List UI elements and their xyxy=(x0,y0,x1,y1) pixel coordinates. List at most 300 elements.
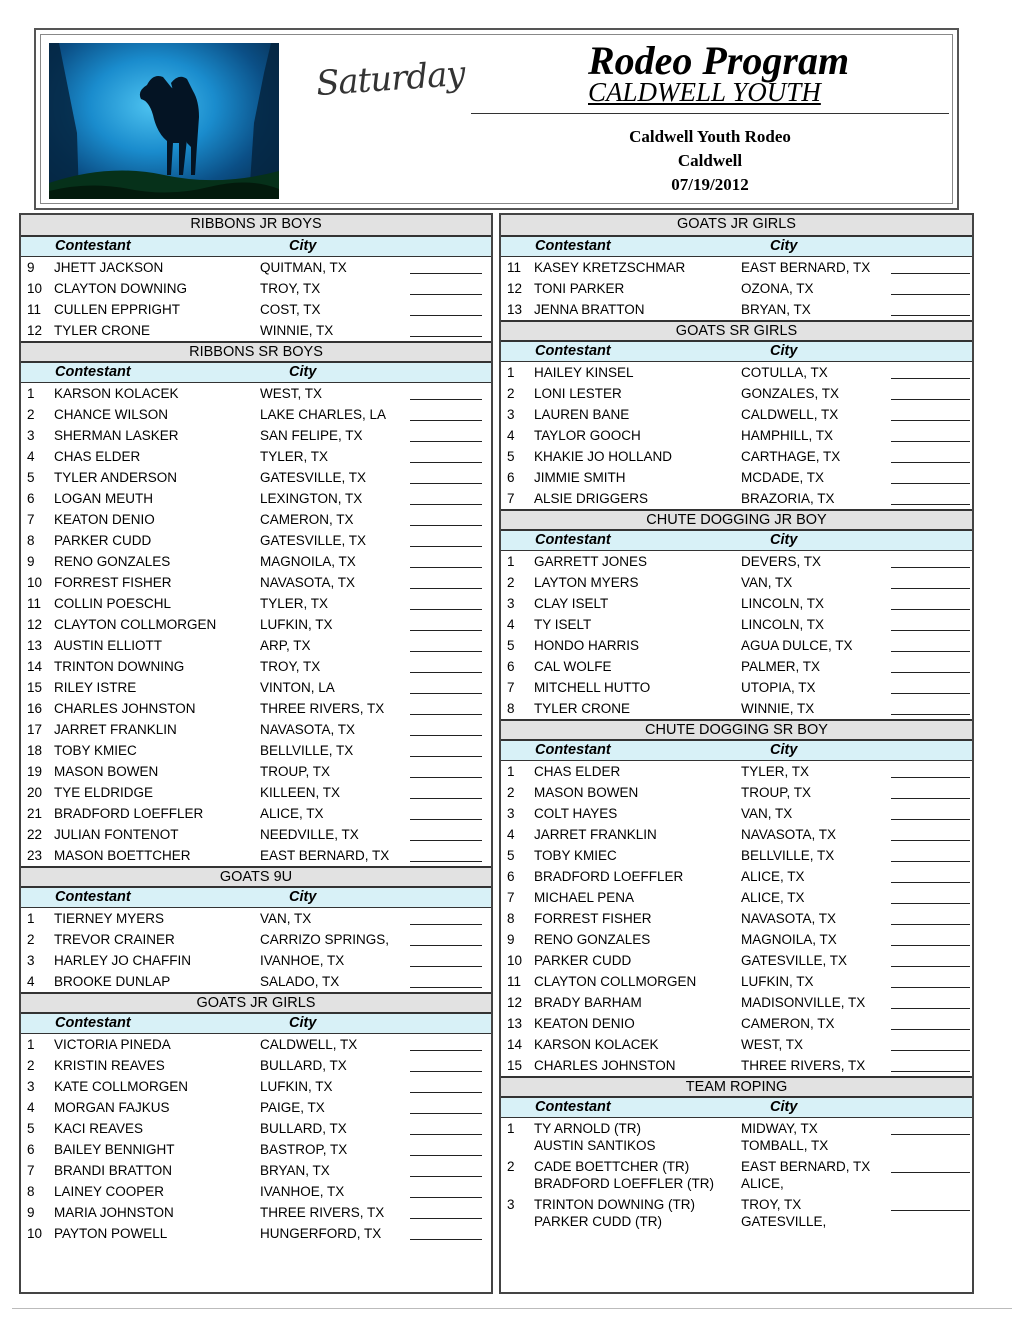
contestant-city: BELLVILLE, TX xyxy=(741,848,835,863)
contestant-name: HONDO HARRIS xyxy=(534,638,640,653)
score-blank-line xyxy=(410,672,482,673)
score-blank-line xyxy=(410,945,482,946)
score-blank-line xyxy=(410,1155,482,1156)
draw-number: 7 xyxy=(27,1163,35,1178)
contestant-name: BRADY BARHAM xyxy=(534,995,642,1010)
contestant-row xyxy=(501,257,972,278)
score-blank-line xyxy=(410,1071,482,1072)
contestant-header: Contestant xyxy=(55,364,131,380)
draw-number: 2 xyxy=(27,407,35,422)
contestant-row xyxy=(501,446,972,467)
draw-number: 5 xyxy=(507,638,515,653)
draw-number: 2 xyxy=(27,1058,35,1073)
score-blank-line xyxy=(410,609,482,610)
contestant-city: IVANHOE, TX xyxy=(260,1184,345,1199)
score-blank-line xyxy=(891,294,970,295)
draw-number: 11 xyxy=(27,596,42,611)
contestant-city: EAST BERNARD, TX xyxy=(260,848,390,863)
contestant-row xyxy=(21,593,491,614)
column-header-row xyxy=(21,237,491,257)
contestant-city: BASTROP, TX xyxy=(260,1142,348,1157)
contestant-name: CHAS ELDER xyxy=(534,764,621,779)
contestant-city: TYLER, TX xyxy=(260,596,329,611)
header-inner-frame xyxy=(40,34,953,204)
event-location: Caldwell xyxy=(677,151,743,170)
score-blank-line xyxy=(410,546,482,547)
contestant-name: CULLEN EPPRIGHT xyxy=(54,302,181,317)
contestant-row xyxy=(21,635,491,656)
contestant-city: LEXINGTON, TX xyxy=(260,491,363,506)
draw-number: 9 xyxy=(27,1205,35,1220)
contestant-row xyxy=(21,824,491,845)
contestant-header: Contestant xyxy=(535,1099,611,1115)
score-blank-line xyxy=(891,798,970,799)
score-blank-line xyxy=(410,462,482,463)
draw-number: 14 xyxy=(27,659,43,674)
contestant-name: JARRET FRANKLIN xyxy=(534,827,657,842)
score-blank-line xyxy=(410,525,482,526)
contestant-row xyxy=(501,992,972,1013)
draw-number: 23 xyxy=(27,848,43,863)
draw-number: 1 xyxy=(27,386,35,401)
contestant-name: TIERNEY MYERS xyxy=(54,911,165,926)
contestant-name: KATE COLLMORGEN xyxy=(54,1079,189,1094)
partner-name: PARKER CUDD (TR) xyxy=(534,1214,662,1229)
contestant-row xyxy=(21,803,491,824)
contestant-city: LUFKIN, TX xyxy=(260,617,333,632)
event-section xyxy=(501,320,972,509)
section-title: GOATS JR GIRLS xyxy=(501,215,972,237)
contestant-row xyxy=(21,467,491,488)
contestant-city: VAN, TX xyxy=(741,806,793,821)
draw-number: 4 xyxy=(27,449,35,464)
contestant-row xyxy=(21,845,491,866)
contestant-city: DEVERS, TX xyxy=(741,554,822,569)
contestant-city: TYLER, TX xyxy=(260,449,329,464)
city-header: City xyxy=(770,532,798,548)
contestant-city: COTULLA, TX xyxy=(741,365,828,380)
contestant-row xyxy=(21,383,491,404)
city-header: City xyxy=(770,343,798,359)
contestant-city: ALICE, TX xyxy=(741,890,805,905)
column-header-row xyxy=(21,1014,491,1034)
score-blank-line xyxy=(891,315,970,316)
contestant-row xyxy=(501,1013,972,1034)
contestant-row xyxy=(501,593,972,614)
contestant-city: GATESVILLE, TX xyxy=(260,533,367,548)
contestant-row xyxy=(501,1194,972,1232)
section-title: RIBBONS JR BOYS xyxy=(21,215,491,237)
score-blank-line xyxy=(891,693,970,694)
contestant-city: EAST BERNARD, TX xyxy=(741,260,871,275)
contestant-header: Contestant xyxy=(55,889,131,905)
score-blank-line xyxy=(891,819,970,820)
contestant-row xyxy=(21,278,491,299)
contestant-row xyxy=(21,698,491,719)
contestant-name: ALSIE DRIGGERS xyxy=(534,491,649,506)
draw-number: 6 xyxy=(27,491,35,506)
contestant-name: JIMMIE SMITH xyxy=(534,470,626,485)
contestant-row xyxy=(21,1097,491,1118)
section-title: CHUTE DOGGING JR BOY xyxy=(501,509,972,531)
contestant-row xyxy=(21,908,491,929)
score-blank-line xyxy=(891,378,970,379)
contestant-row xyxy=(501,971,972,992)
draw-number: 16 xyxy=(27,701,43,716)
horse-silhouette-image xyxy=(49,43,279,199)
contestant-city: TROY, TX xyxy=(260,659,321,674)
program-title: Rodeo Program xyxy=(588,38,850,83)
contestant-row xyxy=(21,1076,491,1097)
event-section xyxy=(501,1076,972,1232)
event-section xyxy=(21,992,491,1244)
contestant-name: JHETT JACKSON xyxy=(54,260,164,275)
contestant-row xyxy=(501,362,972,383)
contestant-row xyxy=(501,404,972,425)
contestant-name: KRISTIN REAVES xyxy=(54,1058,165,1073)
score-blank-line xyxy=(410,714,482,715)
contestant-name: BRADFORD LOEFFLER xyxy=(534,869,684,884)
contestant-name: COLT HAYES xyxy=(534,806,618,821)
contestant-row xyxy=(21,551,491,572)
contestant-row xyxy=(21,509,491,530)
score-blank-line xyxy=(891,777,970,778)
city-header: City xyxy=(770,1099,798,1115)
contestant-city: CAMERON, TX xyxy=(741,1016,835,1031)
event-section xyxy=(21,341,491,866)
contestant-city: LUFKIN, TX xyxy=(260,1079,333,1094)
contestant-name: SHERMAN LASKER xyxy=(54,428,179,443)
contestant-row xyxy=(501,1118,972,1156)
score-blank-line xyxy=(410,819,482,820)
event-section xyxy=(21,215,491,341)
score-blank-line xyxy=(410,1092,482,1093)
contestant-row xyxy=(501,698,972,719)
contestant-row xyxy=(501,656,972,677)
contestant-name: JULIAN FONTENOT xyxy=(54,827,179,842)
draw-number: 4 xyxy=(27,1100,35,1115)
contestant-row xyxy=(501,425,972,446)
contestant-row xyxy=(501,1055,972,1076)
section-title: RIBBONS SR BOYS xyxy=(21,341,491,363)
partner-name: BRADFORD LOEFFLER (TR) xyxy=(534,1176,715,1191)
score-blank-line xyxy=(891,483,970,484)
contestant-name: LOGAN MEUTH xyxy=(54,491,154,506)
score-blank-line xyxy=(410,777,482,778)
contestant-row xyxy=(21,320,491,341)
contestant-city: GONZALES, TX xyxy=(741,386,840,401)
score-blank-line xyxy=(410,651,482,652)
contestant-name: LAUREN BANE xyxy=(534,407,630,422)
draw-number: 20 xyxy=(27,785,43,800)
contestant-city: WEST, TX xyxy=(741,1037,804,1052)
contestant-row xyxy=(501,824,972,845)
contestant-name: RENO GONZALES xyxy=(54,554,171,569)
contestant-row xyxy=(21,257,491,278)
contestant-city: AGUA DULCE, TX xyxy=(741,638,853,653)
event-name: Caldwell Youth Rodeo xyxy=(629,127,791,146)
event-section xyxy=(21,866,491,992)
contestant-row xyxy=(21,1181,491,1202)
draw-number: 2 xyxy=(507,575,515,590)
contestant-city: SALADO, TX xyxy=(260,974,340,989)
draw-number: 1 xyxy=(507,365,515,380)
contestant-city: TYLER, TX xyxy=(741,764,810,779)
horse-photo xyxy=(49,43,279,199)
section-title: GOATS SR GIRLS xyxy=(501,320,972,342)
draw-number: 1 xyxy=(507,764,515,779)
contestant-city: MAGNOILA, TX xyxy=(260,554,356,569)
draw-number: 1 xyxy=(507,554,515,569)
contestant-row xyxy=(21,1118,491,1139)
contestant-city: TROUP, TX xyxy=(741,785,812,800)
contestant-row xyxy=(501,677,972,698)
draw-number: 7 xyxy=(507,680,515,695)
contestant-name: MASON BOWEN xyxy=(534,785,639,800)
draw-number: 4 xyxy=(27,974,35,989)
partner-city: GATESVILLE, xyxy=(741,1214,827,1229)
draw-number: 2 xyxy=(507,1159,515,1174)
contestant-row xyxy=(21,614,491,635)
draw-number: 6 xyxy=(27,1142,35,1157)
score-blank-line xyxy=(410,273,482,274)
contestant-row xyxy=(21,530,491,551)
score-blank-line xyxy=(891,903,970,904)
contestant-city: TROUP, TX xyxy=(260,764,331,779)
contestant-city: WEST, TX xyxy=(260,386,323,401)
score-blank-line xyxy=(410,1113,482,1114)
contestant-header: Contestant xyxy=(535,343,611,359)
score-blank-line xyxy=(410,630,482,631)
draw-number: 15 xyxy=(27,680,43,695)
score-blank-line xyxy=(410,693,482,694)
draw-number: 18 xyxy=(27,743,43,758)
draw-number: 4 xyxy=(507,617,515,632)
score-blank-line xyxy=(891,714,970,715)
draw-number: 8 xyxy=(27,533,35,548)
event-section xyxy=(501,215,972,320)
contestant-city: TROY, TX xyxy=(741,1197,802,1212)
score-blank-line xyxy=(410,294,482,295)
contestant-city: MAGNOILA, TX xyxy=(741,932,837,947)
contestant-name: PAYTON POWELL xyxy=(54,1226,168,1241)
score-blank-line xyxy=(891,399,970,400)
contestant-city: WINNIE, TX xyxy=(260,323,334,338)
contestant-name: BRADFORD LOEFFLER xyxy=(54,806,204,821)
contestant-row xyxy=(501,908,972,929)
contestant-row xyxy=(501,383,972,404)
contestant-city: MCDADE, TX xyxy=(741,470,825,485)
draw-number: 11 xyxy=(507,260,522,275)
draw-number: 14 xyxy=(507,1037,523,1052)
event-date: 07/19/2012 xyxy=(671,175,749,194)
contestant-header: Contestant xyxy=(535,742,611,758)
contestant-city: NEEDVILLE, TX xyxy=(260,827,359,842)
score-blank-line xyxy=(410,1176,482,1177)
contestant-name: FORREST FISHER xyxy=(54,575,172,590)
draw-number: 11 xyxy=(507,974,522,989)
contestant-city: BELLVILLE, TX xyxy=(260,743,354,758)
contestant-name: TONI PARKER xyxy=(534,281,625,296)
contestant-name: CADE BOETTCHER (TR) xyxy=(534,1159,690,1174)
city-header: City xyxy=(770,238,798,254)
score-blank-line xyxy=(891,840,970,841)
contestant-city: LAKE CHARLES, LA xyxy=(260,407,387,422)
title-underline xyxy=(471,113,949,114)
score-blank-line xyxy=(891,1134,970,1135)
contestant-city: QUITMAN, TX xyxy=(260,260,347,275)
contestant-row xyxy=(501,551,972,572)
draw-number: 4 xyxy=(507,827,515,842)
contestant-row xyxy=(501,950,972,971)
contestant-city: LINCOLN, TX xyxy=(741,596,825,611)
contestant-row xyxy=(21,446,491,467)
contestant-name: TRINTON DOWNING (TR) xyxy=(534,1197,695,1212)
column-header-row xyxy=(501,342,972,362)
city-header: City xyxy=(289,238,317,254)
score-blank-line xyxy=(410,504,482,505)
score-blank-line xyxy=(891,609,970,610)
score-blank-line xyxy=(891,1008,970,1009)
draw-number: 6 xyxy=(507,869,515,884)
contestant-city: SAN FELIPE, TX xyxy=(260,428,363,443)
contestant-name: KHAKIE JO HOLLAND xyxy=(534,449,673,464)
score-blank-line xyxy=(410,399,482,400)
contestant-row xyxy=(21,1202,491,1223)
score-blank-line xyxy=(891,966,970,967)
contestant-row xyxy=(501,782,972,803)
contestant-name: TOBY KMIEC xyxy=(534,848,617,863)
contestant-row xyxy=(21,404,491,425)
score-blank-line xyxy=(410,987,482,988)
contestant-name: RILEY ISTRE xyxy=(54,680,137,695)
event-section xyxy=(501,509,972,719)
contestant-row xyxy=(21,782,491,803)
draw-number: 9 xyxy=(27,554,35,569)
score-blank-line xyxy=(891,1050,970,1051)
contestant-row xyxy=(21,1160,491,1181)
draw-number: 2 xyxy=(507,386,515,401)
draw-number: 3 xyxy=(507,596,515,611)
section-title: GOATS JR GIRLS xyxy=(21,992,491,1014)
draw-number: 13 xyxy=(27,638,43,653)
contestant-row xyxy=(501,1034,972,1055)
contestant-city: IVANHOE, TX xyxy=(260,953,345,968)
contestant-name: CLAYTON DOWNING xyxy=(54,281,188,296)
score-blank-line xyxy=(891,630,970,631)
score-blank-line xyxy=(410,420,482,421)
contestant-name: LONI LESTER xyxy=(534,386,622,401)
contestant-name: BROOKE DUNLAP xyxy=(54,974,171,989)
column-header-row xyxy=(21,363,491,383)
contestant-name: TYE ELDRIDGE xyxy=(54,785,154,800)
score-blank-line xyxy=(891,672,970,673)
contestant-name: HAILEY KINSEL xyxy=(534,365,634,380)
draw-number: 2 xyxy=(507,785,515,800)
score-blank-line xyxy=(410,567,482,568)
draw-number: 10 xyxy=(27,1226,43,1241)
score-blank-line xyxy=(891,1172,970,1173)
score-blank-line xyxy=(891,441,970,442)
draw-number: 11 xyxy=(27,302,42,317)
draw-number: 3 xyxy=(27,428,35,443)
contestant-row xyxy=(21,299,491,320)
contestant-city: ARP, TX xyxy=(260,638,311,653)
contestant-city: VAN, TX xyxy=(260,911,312,926)
contestant-city: GATESVILLE, TX xyxy=(260,470,367,485)
contestant-row xyxy=(21,1139,491,1160)
contestant-city: COST, TX xyxy=(260,302,321,317)
score-blank-line xyxy=(410,798,482,799)
contestant-city: CARTHAGE, TX xyxy=(741,449,841,464)
contestant-name: KARSON KOLACEK xyxy=(54,386,179,401)
contestant-name: MICHAEL PENA xyxy=(534,890,635,905)
contestant-name: BRANDI BRATTON xyxy=(54,1163,173,1178)
contestant-name: CLAYTON COLLMORGEN xyxy=(54,617,217,632)
score-blank-line xyxy=(891,273,970,274)
contestant-city: THREE RIVERS, TX xyxy=(741,1058,866,1073)
contestant-row xyxy=(21,656,491,677)
draw-number: 5 xyxy=(27,470,35,485)
contestant-row xyxy=(501,278,972,299)
contestant-city: BRYAN, TX xyxy=(260,1163,330,1178)
city-header: City xyxy=(770,742,798,758)
contestant-city: PALMER, TX xyxy=(741,659,821,674)
contestant-row xyxy=(501,614,972,635)
column-header-row xyxy=(501,237,972,257)
draw-number: 22 xyxy=(27,827,43,842)
contestant-name: TYLER CRONE xyxy=(54,323,151,338)
partner-city: ALICE, xyxy=(741,1176,784,1191)
contestant-name: TRINTON DOWNING xyxy=(54,659,185,674)
draw-number: 7 xyxy=(27,512,35,527)
contestant-city: HUNGERFORD, TX xyxy=(260,1226,382,1241)
contestant-row xyxy=(501,803,972,824)
draw-number: 10 xyxy=(27,575,43,590)
section-title: CHUTE DOGGING SR BOY xyxy=(501,719,972,741)
contestant-name: LAYTON MYERS xyxy=(534,575,639,590)
score-blank-line xyxy=(410,861,482,862)
contestant-city: ALICE, TX xyxy=(260,806,324,821)
score-blank-line xyxy=(410,924,482,925)
contestant-city: UTOPIA, TX xyxy=(741,680,816,695)
contestant-row xyxy=(21,971,491,992)
draw-number: 8 xyxy=(507,911,515,926)
contestant-row xyxy=(501,635,972,656)
score-blank-line xyxy=(891,567,970,568)
contestant-city: NAVASOTA, TX xyxy=(260,575,356,590)
draw-number: 9 xyxy=(507,932,515,947)
contestant-name: RENO GONZALES xyxy=(534,932,651,947)
contestant-city: BULLARD, TX xyxy=(260,1058,347,1073)
contestant-row xyxy=(501,488,972,509)
contestant-city: THREE RIVERS, TX xyxy=(260,701,385,716)
contestant-row xyxy=(21,425,491,446)
contestant-city: KILLEEN, TX xyxy=(260,785,341,800)
program-header xyxy=(34,28,959,210)
contestant-name: KEATON DENIO xyxy=(534,1016,635,1031)
draw-number: 19 xyxy=(27,764,43,779)
score-blank-line xyxy=(410,315,482,316)
contestant-city: CALDWELL, TX xyxy=(260,1037,358,1052)
contestant-city: THREE RIVERS, TX xyxy=(260,1205,385,1220)
handwritten-note: Saturday xyxy=(314,53,466,105)
contestant-name: TAYLOR GOOCH xyxy=(534,428,641,443)
contestant-name: KACI REAVES xyxy=(54,1121,144,1136)
draw-number: 10 xyxy=(27,281,43,296)
contestant-city: HAMPHILL, TX xyxy=(741,428,834,443)
draw-number: 12 xyxy=(27,617,43,632)
